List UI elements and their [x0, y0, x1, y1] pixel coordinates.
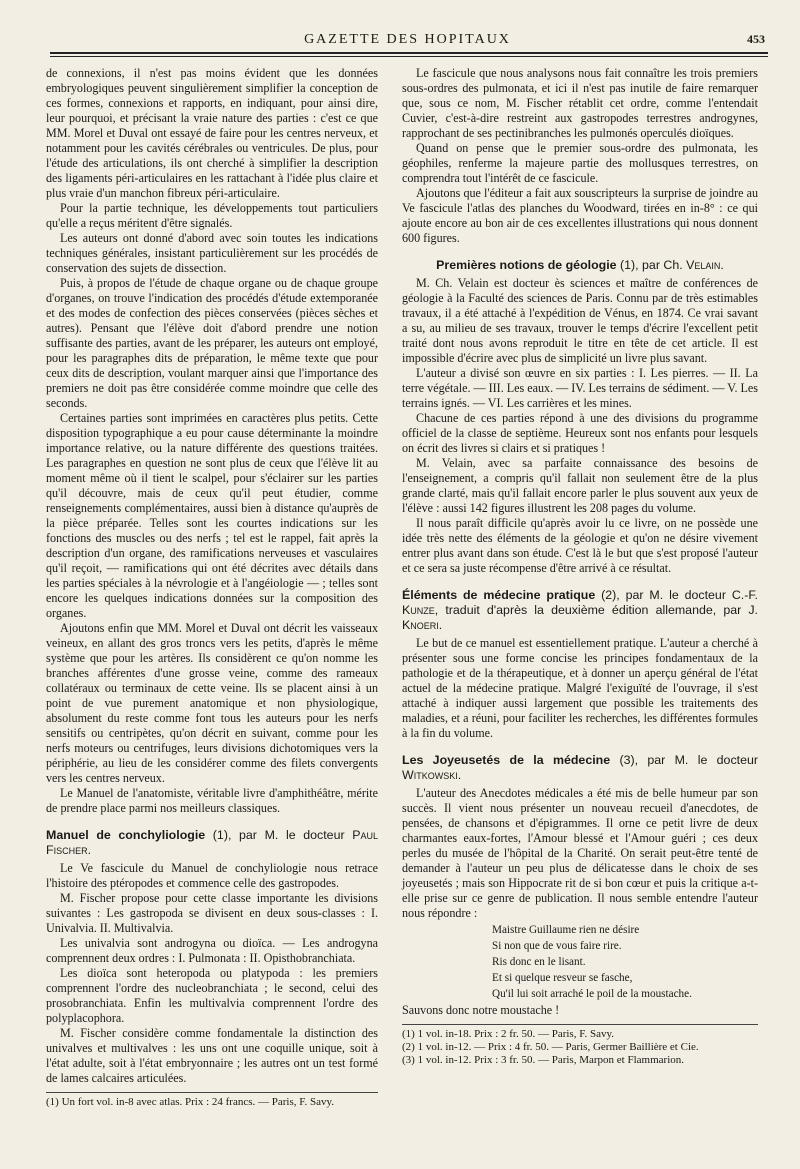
section-heading-geologie [402, 258, 758, 273]
footnote: (3) 1 vol. in-12. Prix : 3 fr. 50. — Paris, Marpon et Flammarion. [402, 1054, 684, 1066]
section-title-rest: (1), par M. le docteur [205, 828, 353, 842]
paragraph: M. Velain, avec sa parfaite connaissance des besoins de l'enseignement, a compris qu'il fallait non seulement être de la plus grande clarté, mais qu'il fallait encore parler le plus souvent aux yeux de l'élève : aussi 142 figures illustrent les 208 pages du volume. [402, 456, 758, 515]
footnote: (2) 1 vol. in-12. — Prix : 4 fr. 50. — Paris, Germer Baillière et Cie. [402, 1041, 699, 1053]
paragraph: L'auteur a divisé son œuvre en six parties : I. Les pierres. — II. La terre végétale. — III. Les eaux. — IV. Les terrains de sédiment. — V. Les terrains ignés. — VI. Les carrières et les mines. [402, 366, 758, 410]
paragraph: Ajoutons que l'éditeur a fait aux souscripteurs la surprise de joindre au Ve fascicule l'atlas des planches du Woodward, tirées en in-8° : ce qui ajoute encore au bon air de ces excellentes illustrations qui nous donnent 600 figures. [402, 186, 758, 245]
paragraph: Quand on pense que le premier sous-ordre des pulmonata, les géophiles, renferme la majeure partie des mollusques terrestres, on comprendra tout l'intérêt de ce fascicule. [402, 141, 758, 185]
left-column [46, 66, 378, 1108]
header-rule-thick [50, 52, 768, 54]
section-title-rest-2: , traduit d'après la deuxième édition allemande, par [434, 603, 749, 617]
paragraph: de connexions, il n'est pas moins évident que les données embryologiques peuvent singulièrement simplifier la conception de ces formes, connexions et rapports, en indiquant, pour ainsi dire, leur pourquoi, et précisant la vraie nature des parties : c'est ce que MM. Morel et Duval ont essayé de faire pour les centres nerveux, et notamment pour les cavités cérébrales ou ventricules. De plus, pour l'étude des articulations, ils ont cherché à simplifier la description des ligaments péri-articulaires en les rattachant à l'idée plus claire et plus vraie d'un manchon fibreux péri-articulaire. [46, 66, 378, 200]
section-heading-medecine-pratique [402, 588, 758, 633]
section-title-rest: (1), par Ch. [616, 258, 687, 272]
journal-title: GAZETTE DES HOPITAUX [304, 32, 511, 47]
paragraph: Le fascicule que nous analysons nous fait connaître les trois premiers sous-ordres des pulmonata, et ici il n'est pas inutile de faire remarquer que, sous ce nom, M. Fischer rétablit cet ordre, comme l'entendait Cuvier, c'est-à-dire restreint aux gastropodes terrestres androgynes, rapprochant de ses pectinibranches les pulmonés operculés dioïques. [402, 66, 758, 140]
verse-line: Maistre Guillaume rien ne désire [492, 924, 640, 936]
paragraph: Le Manuel de l'anatomiste, véritable livre d'amphithéâtre, mérite de prendre place parmi nos meilleurs classiques. [46, 786, 378, 815]
paragraph: Les univalvia sont androgyna ou dioïca. — Les androgyna comprennent deux ordres : I. Pulmonata : II. Opisthobranchiata. [46, 936, 378, 965]
verse-line: Ris donc en le lisant. [492, 956, 586, 968]
paragraph: Ajoutons enfin que MM. Morel et Duval ont décrit les vaisseaux veineux, en allant des gros troncs vers les petits, d'après le même système que pour les artères. Ils considèrent ce qu'on nomme les branches afférentes d'une grosse veine, comme des rameaux collatéraux ou terminaux de cette veine. Ils se placent ainsi à un point de vue purement anatomique et non physiologique, absolument du reste comme font tous les auteurs pour les nerfs sensitifs ou centripètes, qu'on décrit en suivant, comme pour les nerfs moteurs ou centrifuges, leurs divisions dichotomiques vers la périphérie, au lieu de les considérer comme des filets convergents vers les centres nerveux. [46, 621, 378, 785]
paragraph: M. Ch. Velain est docteur ès sciences et maître de conférences de géologie à la Faculté des sciences de Paris. Connu par de très estimables travaux, il a été attaché à l'expédition de Vénus, en 1874. Ce vrai savant a su, au milieu de ses travaux, trouver le temps d'écrire l'excellent petit traité dont nous avons reproduit le titre en tête de cet article. Il est impossible d'écrire avec plus de simplicité un livre plus savant. [402, 276, 758, 365]
left-column-body [46, 66, 378, 1108]
footnote: (1) Un fort vol. in-8 avec atlas. Prix : 24 francs. — Paris, F. Savy. [46, 1096, 335, 1108]
section-author: Paul Fischer. [46, 828, 378, 857]
section-heading-conchyliologie [46, 828, 378, 858]
paragraph: L'auteur des Anecdotes médicales a été mis de belle humeur par son succès. Il vient nous présenter un nouveau recueil d'anecdotes, de pensées, de chansons et d'épigrammes. Il orne ce petit livre de deux charmantes eaux-fortes, l'Amour blessé et l'Amour guéri ; ces deux perles du musée de l'hôpital de la Charité. On serait peut-être tenté de demander à l'auteur un peu plus de délicatesse dans le choix de ses joyeusetés ; mais son Hippocrate rit de si bon cœur et puis la critique a-t-elle prise sur ce genre de publication. Il nous semble entendre l'auteur nous répondre : [402, 786, 758, 920]
paragraph: Pour la partie technique, les développements tout particuliers qu'elle a reçus méritent d'être signalés. [46, 201, 378, 230]
closing-line: Sauvons donc notre moustache ! [402, 1003, 560, 1017]
verse-line: Qu'il lui soit arraché le poil de la moustache. [492, 988, 692, 1000]
section-author: Witkowski. [402, 768, 462, 782]
paragraph: Les dioïca sont heteropoda ou platypoda : les premiers comprennent l'ordre des nucleobranchiata ; le second, celui des prosobranchiata. Enfin les multivalvia comprennent l'ordre des polyplacophora. [46, 966, 378, 1025]
section-author: Velain. [686, 258, 724, 272]
right-column-body [402, 66, 758, 1071]
footnote: (1) 1 vol. in-18. Prix : 2 fr. 50. — Paris, F. Savy. [402, 1028, 614, 1040]
page-header [50, 22, 765, 50]
footnote-rule [46, 1092, 378, 1093]
header-rule-thin [50, 56, 768, 57]
paragraph: Le but de ce manuel est essentiellement pratique. L'auteur a cherché à présenter sous une forme concise les principes fondamentaux de la pathologie et de la thérapeutique, et à donner un aperçu général de l'état actuel de la médecine pratique. Malgré l'exiguïté de l'ouvrage, il s'est attaché à indiquer aussi largement que possible les traitements des maladies, et a réuni, pour faciliter les recherches, les différentes formules à la fin du volume. [402, 636, 758, 740]
section-title-rest: (2), par M. le docteur C.-F. [595, 588, 758, 602]
verse-block [402, 923, 758, 1001]
paragraph: M. Fischer considère comme fondamentale la distinction des univalves et multivalves : les uns ont une coquille unique, soit à l'état adulte, soit à l'état embryonnaire ; les autres ont un test formé de lames calcaires articulées. [46, 1026, 378, 1085]
page-number: 453 [747, 32, 765, 46]
paragraph: M. Fischer propose pour cette classe importante les divisions suivantes : Les gastropoda se divisent en deux sous-classes : I. Univalvia. II. Multivalvia. [46, 891, 378, 935]
section-heading-joyeusetes [402, 753, 758, 783]
paragraph: Certaines parties sont imprimées en caractères plus petits. Cette disposition typographique a eu pour cause déterminante la moindre importance relative, ou la nature différente des questions traitées. Les paragraphes en question ne sont plus de ceux que l'élève lit au moment même où il tient le scalpel, pour s'éclairer sur les parties qu'il découvre, mais de ceux qu'il peut étudier, comme renseignements complémentaires, aussi bien à distance qu'auprès de la pièce préparée. Telles sont les courtes indications sur les fonctions des muscles ou des nerfs ; tel est le rappel, fait après la description d'un organe, des ramifications nerveuses et vasculaires qu'il reçoit, — ramifications qui ont été décrites avec détails dans les parties spéciales à la névrologie et à l'angéiologie — ; telles sont encore les quelques indications données sur la composition des organes. [46, 411, 378, 620]
paragraph: Les auteurs ont donné d'abord avec soin toutes les indications techniques générales, insistant particulièrement sur les procédés de conservation des sujets de dissection. [46, 231, 378, 275]
section-translator: J. Knoeri. [402, 603, 758, 632]
paragraph: Puis, à propos de l'étude de chaque organe ou de chaque groupe d'organes, on trouve l'indication des procédés d'étude extemporanée et des modes de confection des pièces conservées (pièces sèches et autres). Pensant que l'élève doit d'abord prendre une notion suffisante des parties, avant de les préparer, les auteurs ont employé, pour les paragraphes dits de préparation, le même texte que pour ceux dits de description, voulant marquer ainsi que l'importance des premiers ne doit pas être considérée comme moindre que celle des seconds. [46, 276, 378, 410]
section-title: Premières notions de géologie [436, 258, 617, 272]
section-title-rest: (3), par M. le docteur [610, 753, 758, 767]
verse-line: Si non que de vous faire rire. [492, 940, 622, 952]
verse-line: Et si quelque resveur se fasche, [492, 972, 633, 984]
section-title: Les Joyeusetés de la médecine [402, 753, 611, 767]
footnote-rule [402, 1024, 758, 1025]
paragraph: Le Ve fascicule du Manuel de conchyliologie nous retrace l'histoire des ptéropodes et commence celle des gastropodes. [46, 861, 378, 890]
right-column [402, 66, 758, 1071]
section-title: Éléments de médecine pratique [402, 588, 596, 602]
paragraph: Chacune de ces parties répond à une des divisions du programme officiel de la classe de septième. Heureux sont nos enfants pour lesquels on écrit des livres si clairs et si pratiques ! [402, 411, 758, 455]
section-author: Kunze [402, 603, 435, 617]
section-title: Manuel de conchyliologie [46, 828, 206, 842]
paragraph: Il nous paraît difficile qu'après avoir lu ce livre, on ne possède une idée très nette des éléments de la géologie et qu'on ne désire vivement entrer plus avant dans son étude. C'est là le but que s'est proposé l'auteur et ce sera sa juste récompense d'être arrivé à ce résultat. [402, 516, 758, 575]
